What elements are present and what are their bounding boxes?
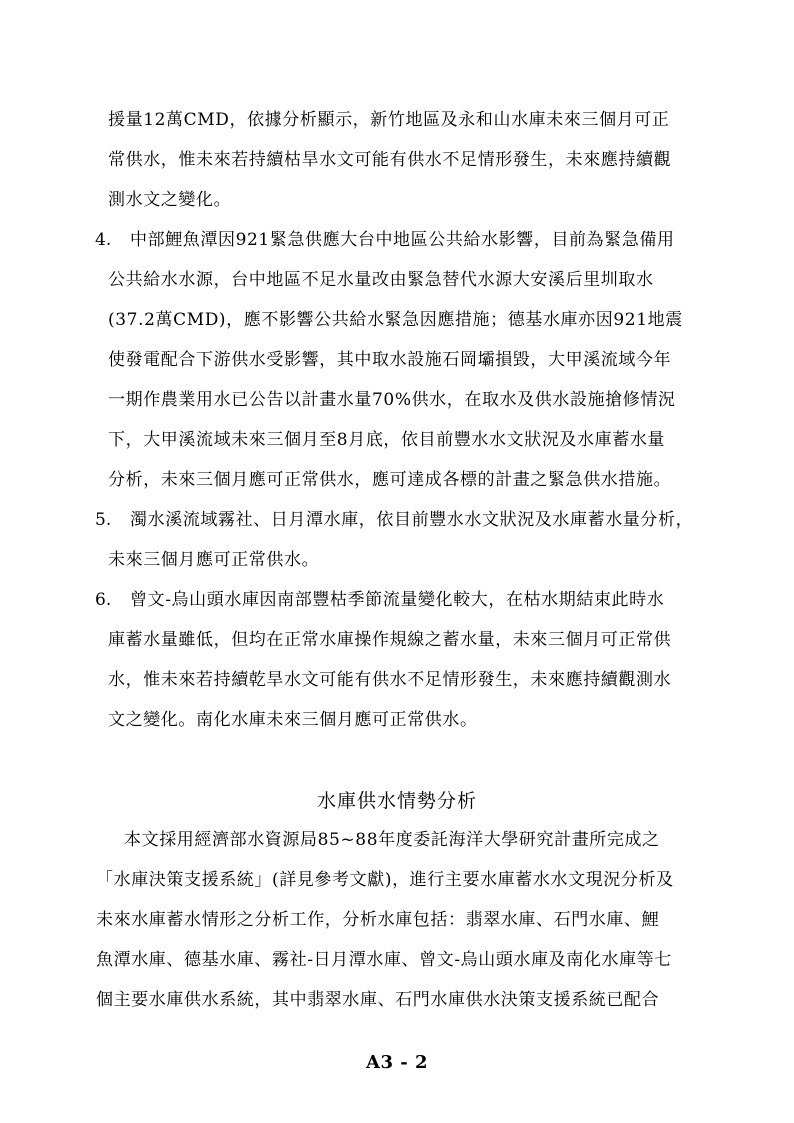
text-line: (37.2萬CMD)，應不影響公共給水緊急因應措施；德基水庫亦因921地震 xyxy=(108,310,683,330)
text-line: 魚潭水庫、德基水庫、霧社-日月潭水庫、曾文-烏山頭水庫及南化水庫等七 xyxy=(96,950,672,970)
text-line: 文之變化。南化水庫未來三個月應可正常供水。 xyxy=(108,710,478,730)
page-number: A3 - 2 xyxy=(365,1052,429,1073)
text-line: 未來水庫蓄水情形之分析工作，分析水庫包括：翡翠水庫、石門水庫、鯉 xyxy=(96,910,660,930)
text-line: 個主要水庫供水系統，其中翡翠水庫、石門水庫供水決策支援系統已配合 xyxy=(96,990,660,1010)
text-line: 分析，未來三個月應可正常供水，應可達成各標的計畫之緊急供水措施。 xyxy=(108,470,672,490)
text-line: 曾文-烏山頭水庫因南部豐枯季節流量變化較大，在枯水期結束此時水 xyxy=(130,590,665,610)
text-line: 公共給水水源，台中地區不足水量改由緊急替代水源大安溪后里圳取水 xyxy=(108,270,654,290)
text-line: 本文採用經濟部水資源局85~88年度委託海洋大學研究計畫所完成之 xyxy=(124,830,660,850)
text-line: 援量12萬CMD，依據分析顯示，新竹地區及永和山水庫未來三個月可正 xyxy=(108,110,670,130)
text-line: 使發電配合下游供水受影響，其中取水設施石岡壩損毀，大甲溪流域今年 xyxy=(108,350,672,370)
item-number: 4. xyxy=(95,230,112,250)
text-line: 常供水，惟未來若持續枯旱水文可能有供水不足情形發生，未來應持續觀 xyxy=(108,150,672,170)
text-line: 中部鯉魚潭因921緊急供應大台中地區公共給水影響，目前為緊急備用 xyxy=(130,230,675,250)
item-number: 6. xyxy=(95,590,112,610)
text-line: 未來三個月應可正常供水。 xyxy=(108,550,320,570)
text-line: 「水庫決策支援系統」(詳見參考文獻)，進行主要水庫蓄水水文現況分析及 xyxy=(96,870,674,890)
text-line: 下，大甲溪流域未來三個月至8月底，依目前豐水水文狀況及水庫蓄水量 xyxy=(108,430,666,450)
text-line: 水，惟未來若持續乾旱水文可能有供水不足情形發生，未來應持續觀測水 xyxy=(108,670,672,690)
section-heading: 水庫供水情勢分析 xyxy=(316,790,477,812)
text-line: 濁水溪流域霧社、日月潭水庫，依目前豐水水文狀況及水庫蓄水量分析， xyxy=(130,510,694,530)
text-line: 庫蓄水量雖低，但均在正常水庫操作規線之蓄水量，未來三個月可正常供 xyxy=(108,630,672,650)
text-line: 測水文之變化。 xyxy=(108,190,232,210)
item-number: 5. xyxy=(95,510,112,530)
text-line: 一期作農業用水已公告以計畫水量70%供水，在取水及供水設施搶修情況 xyxy=(108,390,676,410)
